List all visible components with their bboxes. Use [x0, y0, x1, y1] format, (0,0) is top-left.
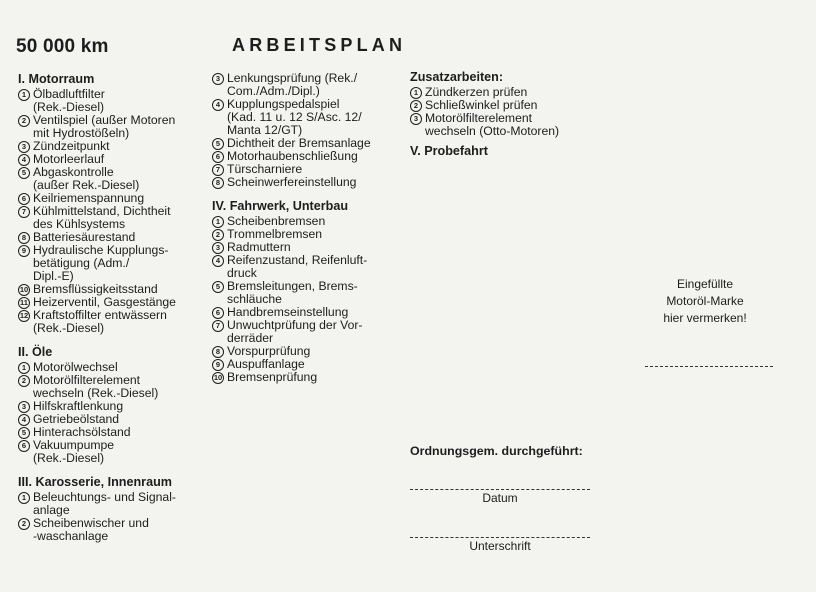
item-number-badge: 5	[18, 167, 30, 179]
column-right	[410, 70, 600, 160]
list-item	[18, 88, 208, 114]
item-number-badge: 10	[213, 373, 223, 382]
column-left	[18, 72, 208, 543]
list-item	[18, 244, 208, 283]
column-middle	[212, 72, 400, 384]
item-text: Bremsleitungen, Brems- schläuche	[227, 279, 358, 306]
oil-brand-note: Eingefüllte Motoröl-Marke hier vermerken!	[663, 277, 747, 325]
item-text: Abgaskontrolle (außer Rek.-Diesel)	[33, 165, 140, 192]
item-text: Schließwinkel prüfen	[425, 98, 538, 112]
item-number-badge: 6	[212, 151, 224, 163]
section-heading: Zusatzarbeiten:	[410, 70, 504, 84]
item-text: Auspuffanlage	[227, 357, 305, 371]
item-number-badge: 4	[18, 154, 30, 166]
item-number-badge: 3	[410, 113, 422, 125]
item-number-badge: 2	[18, 518, 30, 530]
section-oele	[18, 345, 208, 465]
signoff-label: Ordnungsgem. durchgeführt:	[410, 444, 583, 458]
item-list	[18, 491, 208, 543]
section-karosserie-continued	[212, 72, 400, 189]
item-number-badge: 8	[212, 346, 224, 358]
list-item	[212, 176, 400, 189]
item-text: Motorhaubenschließung	[227, 149, 358, 163]
item-text: Ventilspiel (außer Motoren mit Hydrostößeln)	[33, 113, 176, 140]
section-motorraum	[18, 72, 208, 335]
item-number-badge: 11	[18, 297, 30, 309]
item-text: Motorölfilterelement wechseln (Rek.-Diesel)	[33, 373, 159, 400]
item-text: Hinterachsölstand	[33, 425, 131, 439]
date-line[interactable]	[410, 489, 590, 490]
list-item	[18, 205, 208, 231]
item-text: Hydraulische Kupplungs- betätigung (Adm./ Dipl.-E)	[33, 243, 169, 283]
section-heading: II. Öle	[18, 345, 53, 359]
item-number-badge: 1	[18, 89, 30, 101]
item-text: Reifenzustand, Reifenluft- druck	[227, 253, 368, 280]
item-list	[410, 86, 600, 138]
item-text: Handbremseinstellung	[227, 305, 349, 319]
item-number-badge: 1	[18, 492, 30, 504]
item-number-badge: 9	[18, 245, 30, 257]
item-text: Unwuchtprüfung der Vor- derräder	[227, 318, 363, 345]
item-text: Zündkerzen prüfen	[425, 85, 528, 99]
item-number-badge: 6	[18, 440, 30, 452]
item-text: Batteriesäurestand	[33, 230, 136, 244]
section-karosserie	[18, 475, 208, 543]
item-text: Motorölfilterelement wechseln (Otto-Motoren)	[425, 111, 560, 138]
item-text: Lenkungsprüfung (Rek./ Com./Adm./Dipl.)	[227, 71, 358, 98]
item-text: Ölbadluftfilter (Rek.-Diesel)	[33, 87, 105, 114]
list-item	[212, 280, 400, 306]
list-item	[18, 517, 208, 543]
item-number-badge: 8	[18, 232, 30, 244]
list-item	[18, 309, 208, 335]
item-text: Radmuttern	[227, 240, 291, 254]
list-item	[18, 114, 208, 140]
item-number-badge: 7	[212, 320, 224, 332]
item-number-badge: 12	[19, 311, 29, 320]
item-number-badge: 4	[212, 255, 224, 267]
item-text: Kühlmittelstand, Dichtheit des Kühlsystems	[33, 204, 171, 231]
item-text: Hilfskraftlenkung	[33, 399, 124, 413]
item-number-badge: 2	[18, 115, 30, 127]
item-text: Bremsenprüfung	[227, 370, 318, 384]
item-number-badge: 4	[18, 414, 30, 426]
item-number-badge: 5	[18, 427, 30, 439]
item-number-badge: 6	[212, 307, 224, 319]
item-number-badge: 5	[212, 138, 224, 150]
list-item	[18, 166, 208, 192]
item-text: Vakuumpumpe (Rek.-Diesel)	[33, 438, 115, 465]
list-item	[212, 98, 400, 137]
item-list	[212, 72, 400, 189]
date-label: Datum	[482, 491, 518, 505]
signature-label: Unterschrift	[469, 539, 531, 553]
item-number-badge: 9	[212, 359, 224, 371]
item-text: Zündzeitpunkt	[33, 139, 110, 153]
section-zusatzarbeiten	[410, 70, 600, 138]
list-item	[212, 254, 400, 280]
item-number-badge: 1	[18, 362, 30, 374]
item-text: Motorölwechsel	[33, 360, 118, 374]
section-probefahrt-heading: V. Probefahrt	[410, 144, 488, 158]
item-number-badge: 6	[18, 193, 30, 205]
item-number-badge: 7	[212, 164, 224, 176]
item-list	[18, 361, 208, 465]
item-number-badge: 3	[18, 401, 30, 413]
item-list	[212, 215, 400, 384]
list-item	[212, 72, 400, 98]
item-text: Getriebeölstand	[33, 412, 120, 426]
item-list	[18, 88, 208, 335]
list-item	[212, 319, 400, 345]
item-text: Türscharniere	[227, 162, 303, 176]
list-item	[410, 112, 600, 138]
item-text: Scheibenbremsen	[227, 214, 326, 228]
item-number-badge: 3	[212, 242, 224, 254]
section-heading: IV. Fahrwerk, Unterbau	[212, 199, 349, 213]
item-text: Keilriemenspannung	[33, 191, 145, 205]
item-number-badge: 1	[212, 216, 224, 228]
section-heading: I. Motorraum	[18, 72, 95, 86]
item-text: Bremsflüssigkeitsstand	[33, 282, 158, 296]
item-text: Motorleerlauf	[33, 152, 105, 166]
list-item	[18, 374, 208, 400]
item-number-badge: 8	[212, 177, 224, 189]
page-title: ARBEITSPLAN	[232, 35, 407, 55]
signature-line[interactable]	[410, 537, 590, 538]
item-text: Kraftstoffilter entwässern (Rek.-Diesel)	[33, 308, 167, 335]
list-item	[18, 439, 208, 465]
item-number-badge: 2	[212, 229, 224, 241]
item-number-badge: 2	[18, 375, 30, 387]
item-number-badge: 5	[212, 281, 224, 293]
list-item	[18, 491, 208, 517]
item-text: Kupplungspedalspiel (Kad. 11 u. 12 S/Asc. 12/ Manta 12/GT)	[227, 97, 362, 137]
list-item	[212, 371, 400, 384]
mileage-label: 50 000 km	[16, 36, 109, 57]
item-number-badge: 1	[410, 87, 422, 99]
item-text: Vorspurprüfung	[227, 344, 311, 358]
item-text: Scheinwerfereinstellung	[227, 175, 357, 189]
item-number-badge: 3	[212, 73, 224, 85]
section-heading: III. Karosserie, Innenraum	[18, 475, 172, 489]
item-number-badge: 7	[18, 206, 30, 218]
section-fahrwerk	[212, 199, 400, 384]
item-text: Heizerventil, Gasgestänge	[33, 295, 176, 309]
item-text: Scheibenwischer und -waschanlage	[33, 516, 149, 543]
item-text: Beleuchtungs- und Signal- anlage	[33, 490, 176, 517]
item-number-badge: 4	[212, 99, 224, 111]
oil-brand-line[interactable]	[645, 366, 773, 367]
item-number-badge: 10	[19, 285, 29, 294]
item-text: Dichtheit der Bremsanlage	[227, 136, 371, 150]
item-number-badge: 3	[18, 141, 30, 153]
item-number-badge: 2	[410, 100, 422, 112]
item-text: Trommelbremsen	[227, 227, 323, 241]
